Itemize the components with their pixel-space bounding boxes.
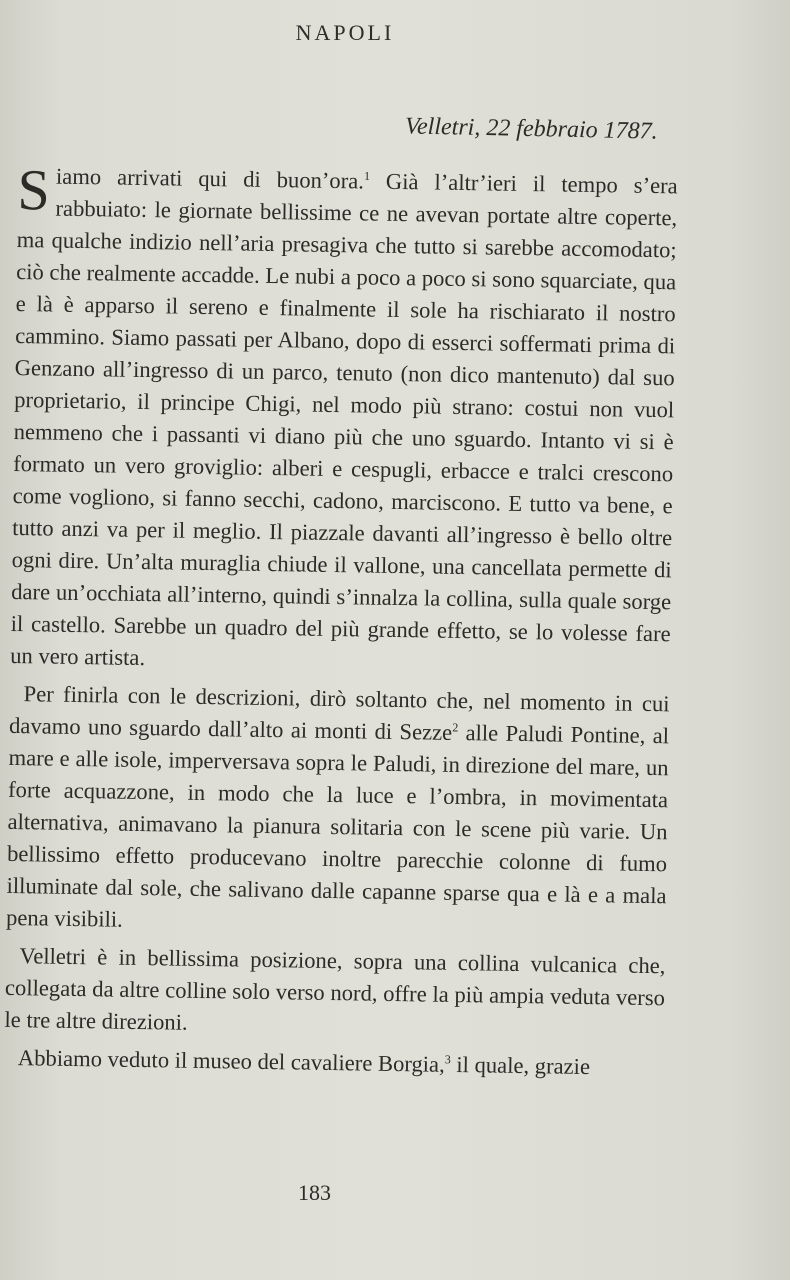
- paragraph-1-text-a: iamo arrivati qui di buon’ora.: [55, 163, 365, 194]
- running-head: NAPOLI: [295, 20, 395, 45]
- dateline: Velletri, 22 febbraio 1787.: [405, 113, 659, 145]
- paragraph-2: [6, 678, 670, 944]
- paragraph-2-text-a: Per finirla con le descrizioni, dirò soltanto che, nel momento in cui davamo uno sguardo dall’alto ai monti di Sezze: [8, 681, 670, 745]
- paragraph-4-text-b: il quale, grazie: [450, 1051, 591, 1080]
- paragraph-3-text: Velletri è in bellissima posizione, sopra una collina vulcanica che, collegata da altre colline solo verso nord, offre la più ampia veduta verso le tre altre direzioni.: [4, 943, 666, 1035]
- footnote-ref-3: 3: [444, 1052, 451, 1067]
- paragraph-4-text-a: Abbiamo veduto il museo del cavaliere Borgia,: [17, 1045, 445, 1077]
- paragraph-4: [4, 1042, 664, 1084]
- paragraph-3: [4, 940, 665, 1046]
- paragraph-1-text-b: Già l’altr’ieri il tempo s’era rabbuiato: le giornate bellissime ce ne avevan portate altre coperte, ma qualche indizio nell’aria presagiva che tutto si sarebbe accomodato; ciò che realmente accadde. Le nubi a poco a poco si sono squarciate, qua e là è apparso il sereno e finalmente il sole ha rischiarato il nostro cammino. Siamo passati per Albano, dopo di esserci soffermati prima di Genzano all’ingresso di un parco, tenuto (non dico mantenuto) dal suo proprietario, il principe Chigi, nel modo più strano: costui non vuol nemmeno che i passanti vi diano più che uno sguardo. Intanto vi si è formato un vero groviglio: alberi e cespugli, erbacce e tralci crescono come vogliono, si fanno secchi, cadono, marciscono. E tutto va bene, e tutto anzi va per il meglio. Il piazzale davanti all’ingresso è bello oltre ogni dire. Un’alta muraglia chiude il vallone, una cancellata permette di dare un’occhiata all’interno, quindi s’innalza la collina, sulla quale sorge il castello. Sarebbe un quadro del più grande effetto, se lo volesse fare un vero artista.: [10, 168, 678, 671]
- body-text: [4, 157, 678, 1090]
- page-number: 183: [298, 1180, 331, 1205]
- drop-cap: S: [17, 157, 51, 223]
- paragraph-1: [10, 157, 678, 682]
- footnote-ref-2: 2: [452, 720, 459, 735]
- paragraph-2-text-b: alle Paludi Pontine, al mare e alle isole, imperversava sopra le Paludi, in direzione del mare, un forte acquazzone, in modo che la luce e l’ombra, in movimentata alternativa, animavano la pianura solitaria con le scene più varie. Un bellissimo effetto producevano inoltre parecchie colonne di fumo illuminate dal sole, che salivano dalle capanne sparse qua e là e a mala pena visibili.: [5, 719, 670, 932]
- footnote-ref-1: 1: [363, 168, 371, 183]
